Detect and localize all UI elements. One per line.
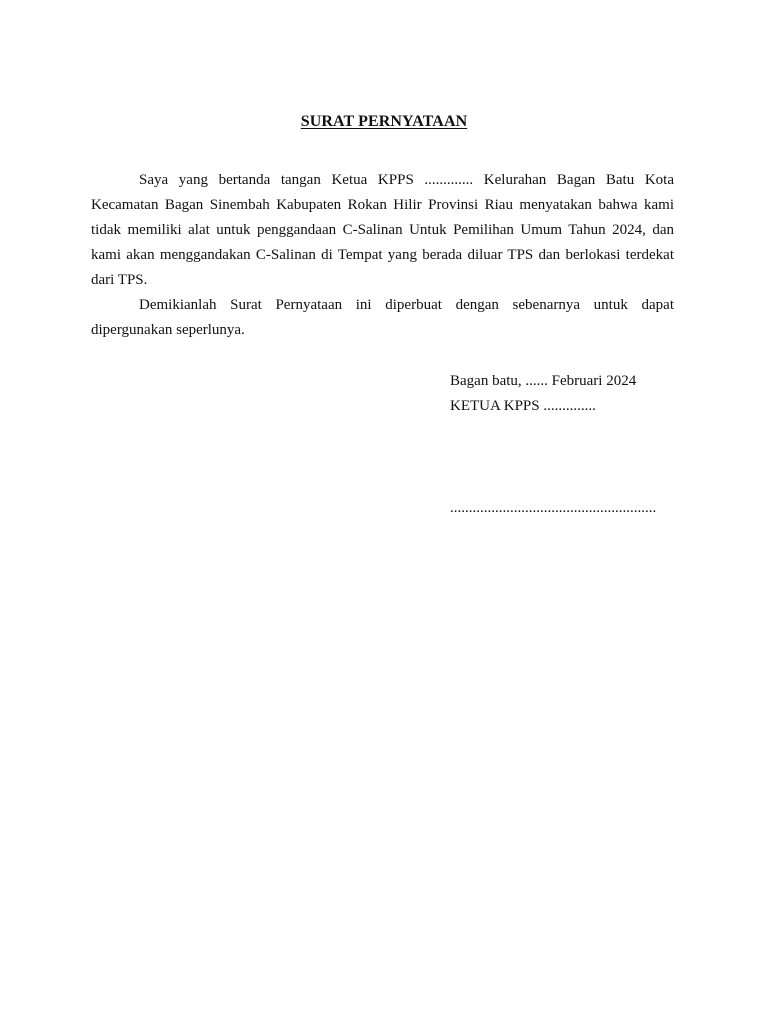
closing-paragraph: Demikianlah Surat Pernyataan ini diperbuat dengan sebenarnya untuk dapat dipergunakan seperlunya. — [91, 297, 674, 338]
signature-name-line: ....................................................... — [450, 500, 657, 516]
statement-body — [91, 168, 674, 343]
statement-paragraph: Saya yang bertanda tangan Ketua KPPS ............. Kelurahan Bagan Batu Kota Kecamatan Bagan Sinembah Kabupaten Rokan Hilir Provinsi Riau menyatakan bahwa kami tidak memiliki alat untuk penggandaan C-Salinan Untuk Pemilihan Umum Tahun 2024, dan kami akan menggandakan C-Salinan di Tempat yang berada diluar TPS dan berlokasi terdekat dari TPS. — [91, 172, 674, 288]
document-title: SURAT PERNYATAAN — [300, 113, 468, 130]
signatory-position: KETUA KPPS .............. — [450, 398, 596, 414]
place-date: Bagan batu, ...... Februari 2024 — [450, 373, 637, 389]
signature-block — [450, 369, 636, 419]
